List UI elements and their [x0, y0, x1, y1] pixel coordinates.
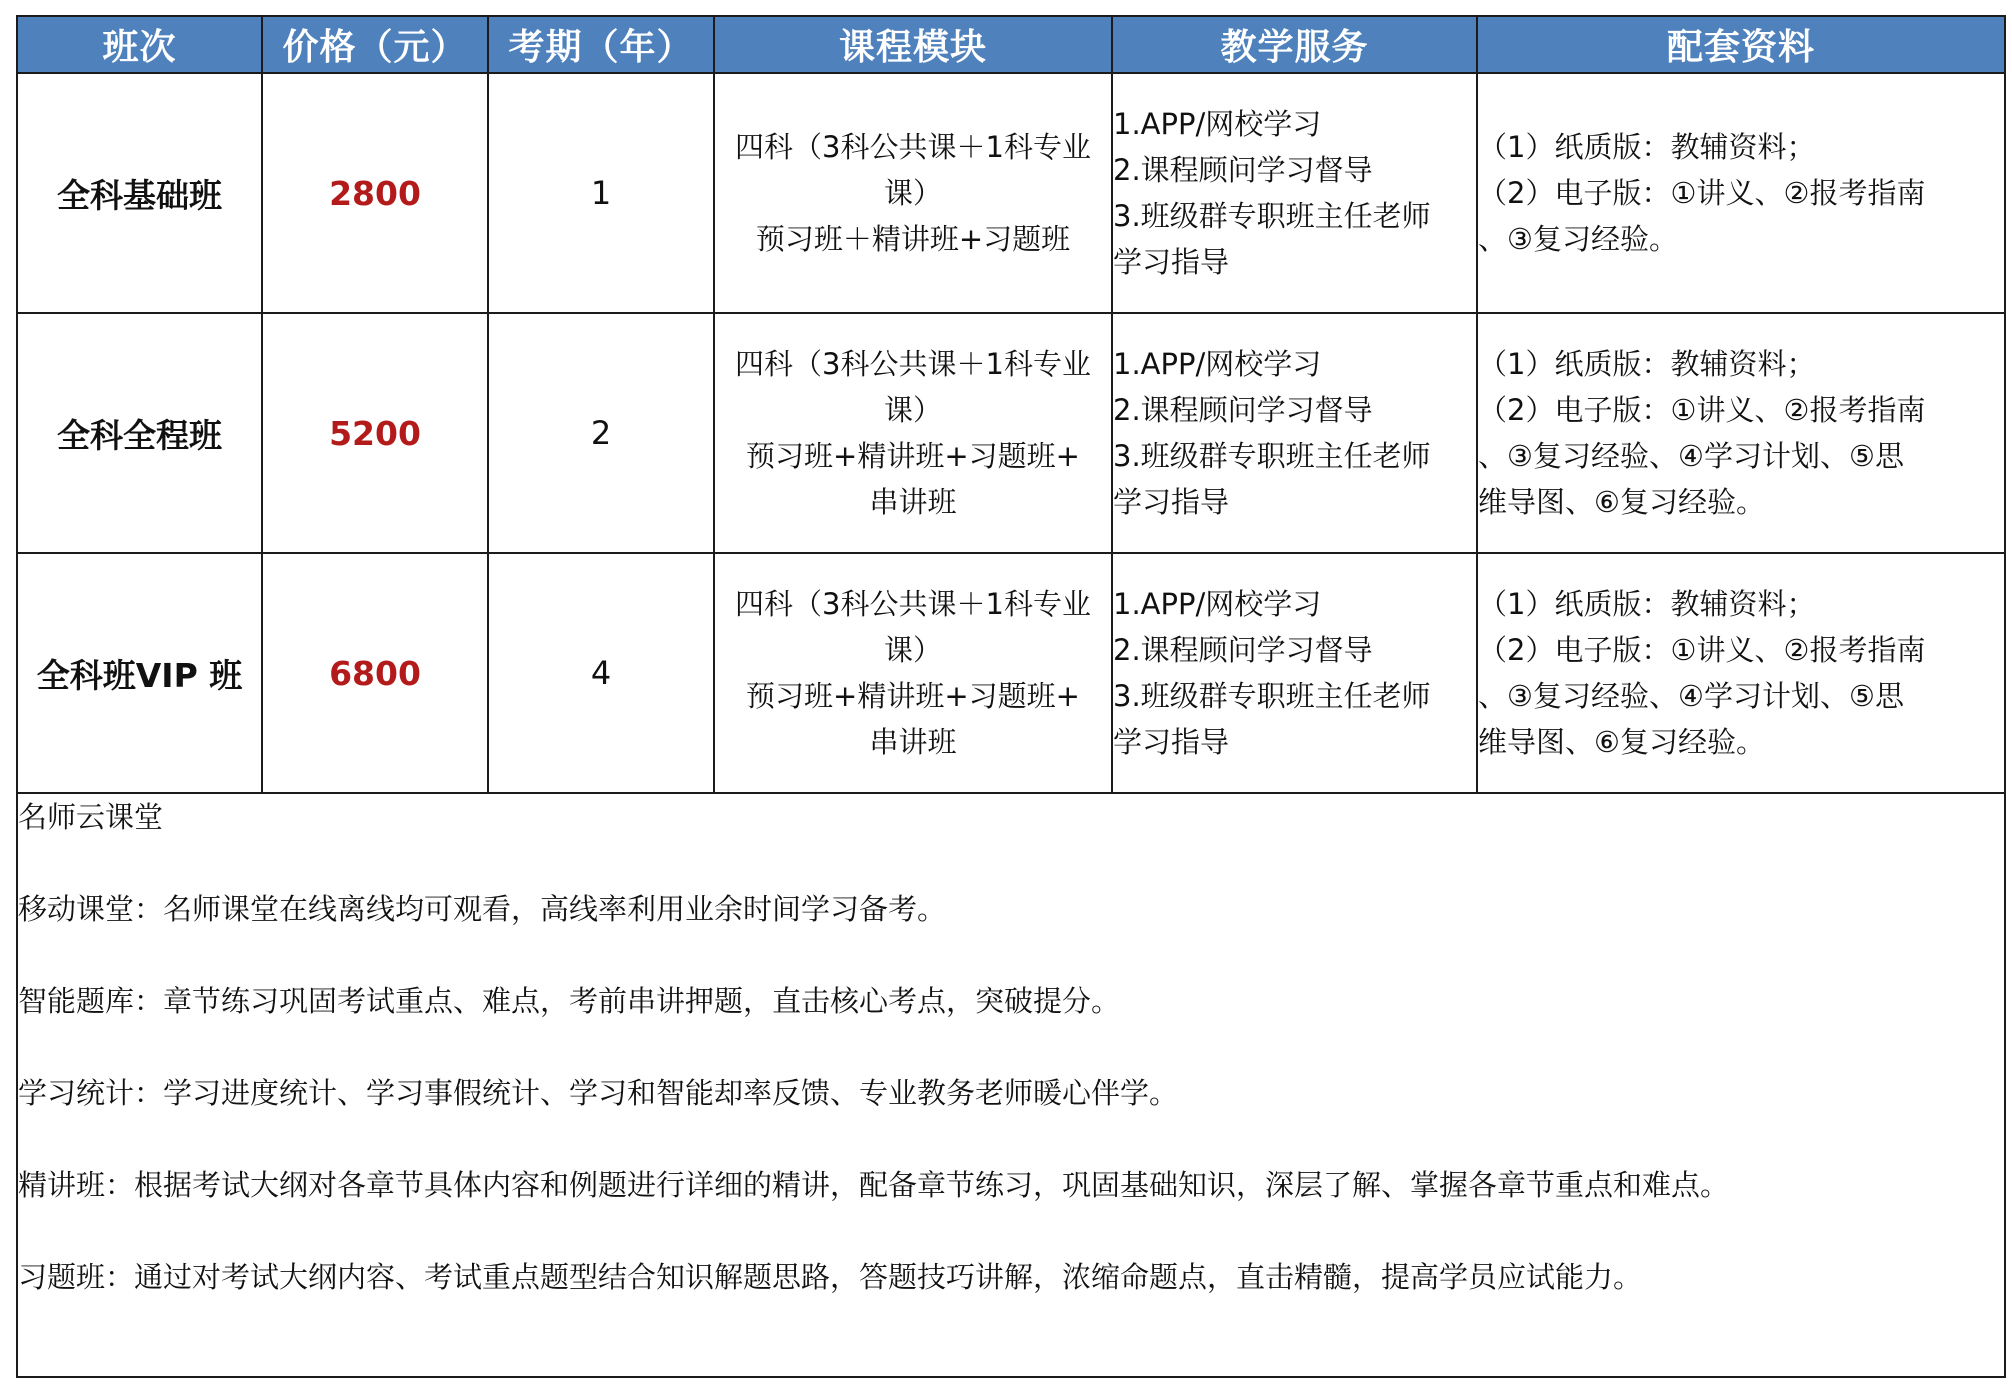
service-line: 1.APP/网校学习 [1113, 587, 1322, 621]
service-line: 学习指导 [1113, 485, 1230, 519]
class-price: 6800 [262, 553, 488, 793]
header-row [17, 16, 2005, 73]
material-line: 、③复习经验。 [1478, 222, 1678, 256]
note-line: 移动课堂：名师课堂在线离线均可观看，高线率利用业余时间学习备考。 [18, 892, 947, 926]
notes-cell [17, 793, 2005, 1377]
service-line: 学习指导 [1113, 245, 1230, 279]
class-name: 全科全程班 [17, 313, 262, 553]
table-row [17, 313, 2005, 553]
class-term: 2 [488, 313, 714, 553]
service-line: 2.课程顾问学习督导 [1113, 633, 1373, 667]
module-line: 预习班＋精讲班+习题班 [755, 222, 1071, 256]
course-table [16, 15, 2006, 1378]
material-line: （2）电子版：①讲义、②报考指南 [1478, 176, 1926, 210]
course-module-cell [714, 73, 1112, 313]
materials-cell [1477, 73, 2005, 313]
header-price: 价格（元） [262, 16, 488, 73]
teaching-service-cell [1112, 553, 1477, 793]
service-line: 1.APP/网校学习 [1113, 347, 1322, 381]
material-line: 维导图、⑥复习经验。 [1478, 725, 1765, 759]
service-line: 1.APP/网校学习 [1113, 107, 1322, 141]
module-line: 预习班+精讲班+习题班+ [746, 679, 1080, 713]
material-line: （1）纸质版：教辅资料； [1478, 347, 1816, 381]
note-line: 智能题库：章节练习巩固考试重点、难点，考前串讲押题，直击核心考点，突破提分。 [18, 984, 1121, 1018]
header-service: 教学服务 [1112, 16, 1477, 73]
teaching-service-cell [1112, 313, 1477, 553]
course-module-cell [714, 553, 1112, 793]
module-line: 课） [883, 176, 942, 210]
header-materials: 配套资料 [1477, 16, 2005, 73]
class-term: 1 [488, 73, 714, 313]
note-line: 习题班：通过对考试大纲内容、考试重点题型结合知识解题思路，答题技巧讲解，浓缩命题点，直击精髓，提高学员应试能力。 [18, 1260, 1643, 1294]
course-module-cell [714, 313, 1112, 553]
service-line: 2.课程顾问学习督导 [1113, 153, 1373, 187]
module-line: 课） [883, 393, 942, 427]
note-line: 精讲班：根据考试大纲对各章节具体内容和例题进行详细的精讲，配备章节练习，巩固基础知识，深层了解、掌握各章节重点和难点。 [18, 1168, 1730, 1202]
material-line: （2）电子版：①讲义、②报考指南 [1478, 393, 1926, 427]
service-line: 3.班级群专职班主任老师 [1113, 439, 1431, 473]
module-line: 串讲班 [869, 485, 957, 519]
module-line: 串讲班 [869, 725, 957, 759]
materials-cell [1477, 553, 2005, 793]
module-line: 四科（3科公共课＋1科专业 [735, 347, 1091, 381]
material-line: 维导图、⑥复习经验。 [1478, 485, 1765, 519]
class-term: 4 [488, 553, 714, 793]
header-module: 课程模块 [714, 16, 1112, 73]
notes-title: 名师云课堂 [18, 800, 164, 834]
material-line: 、③复习经验、④学习计划、⑤思 [1478, 439, 1904, 473]
class-name: 全科班VIP 班 [17, 553, 262, 793]
module-line: 四科（3科公共课＋1科专业 [735, 587, 1091, 621]
material-line: （1）纸质版：教辅资料； [1478, 130, 1816, 164]
header-class: 班次 [17, 16, 262, 73]
class-price: 2800 [262, 73, 488, 313]
module-line: 预习班+精讲班+习题班+ [746, 439, 1080, 473]
notes-row [17, 793, 2005, 1377]
table-row [17, 73, 2005, 313]
materials-cell [1477, 313, 2005, 553]
material-line: （2）电子版：①讲义、②报考指南 [1478, 633, 1926, 667]
material-line: （1）纸质版：教辅资料； [1478, 587, 1816, 621]
service-line: 学习指导 [1113, 725, 1230, 759]
table-row [17, 553, 2005, 793]
module-line: 四科（3科公共课＋1科专业 [735, 130, 1091, 164]
material-line: 、③复习经验、④学习计划、⑤思 [1478, 679, 1904, 713]
header-term: 考期（年） [488, 16, 714, 73]
service-line: 3.班级群专职班主任老师 [1113, 679, 1431, 713]
service-line: 2.课程顾问学习督导 [1113, 393, 1373, 427]
teaching-service-cell [1112, 73, 1477, 313]
class-name: 全科基础班 [17, 73, 262, 313]
course-table-container [16, 15, 2004, 1378]
module-line: 课） [883, 633, 942, 667]
note-line: 学习统计：学习进度统计、学习事假统计、学习和智能却率反馈、专业教务老师暖心伴学。 [18, 1076, 1179, 1110]
class-price: 5200 [262, 313, 488, 553]
service-line: 3.班级群专职班主任老师 [1113, 199, 1431, 233]
